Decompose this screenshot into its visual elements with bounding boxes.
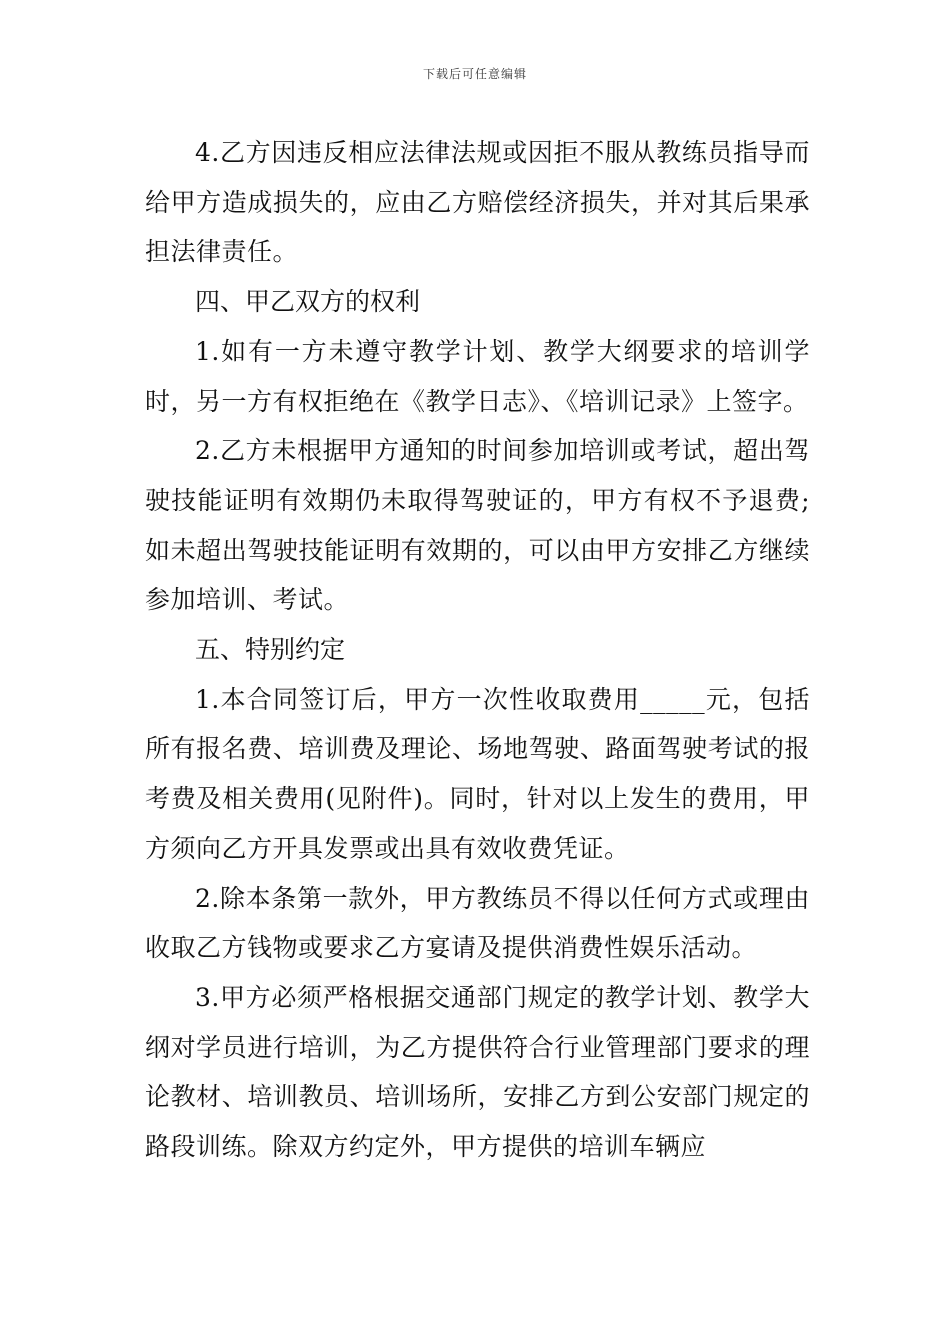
page-header: 下载后可任意编辑: [422, 67, 527, 81]
document-body: [145, 128, 810, 1172]
clause-5-1: 1.本合同签订后，甲方一次性收取费用_____元，包括所有报名费、培训费及理论、场地驾驶、路面驾驶考试的报考费及相关费用(见附件)。同时，针对以上发生的费用，甲方须向乙方开具发票或出具有效收费凭证。: [145, 684, 810, 863]
clause-4-1: 1.如有一方未遵守教学计划、教学大纲要求的培训学时，另一方有权拒绝在《教学日志》、《培训记录》上签字。: [145, 336, 810, 416]
clause-5-2: 2.除本条第一款外，甲方教练员不得以任何方式或理由收取乙方钱物或要求乙方宴请及提供消费性娱乐活动。: [145, 883, 810, 963]
clause-3-4: 4.乙方因违反相应法律法规或因拒不服从教练员指导而给甲方造成损失的，应由乙方赔偿经济损失，并对其后果承担法律责任。: [145, 138, 810, 267]
section-heading-5: 五、特别约定: [195, 635, 346, 665]
clause-4-2: 2.乙方未根据甲方通知的时间参加培训或考试，超出驾驶技能证明有效期仍未取得驾驶证的，甲方有权不予退费;如未超出驾驶技能证明有效期的，可以由甲方安排乙方继续参加培训、考试。: [145, 436, 810, 615]
section-heading-4: 四、甲乙双方的权利: [195, 287, 421, 317]
clause-5-3: 3.甲方必须严格根据交通部门规定的教学计划、教学大纲对学员进行培训，为乙方提供符合行业管理部门要求的理论教材、培训教员、培训场所，安排乙方到公安部门规定的路段训练。除双方约定外，甲方提供的培训车辆应: [145, 982, 810, 1162]
